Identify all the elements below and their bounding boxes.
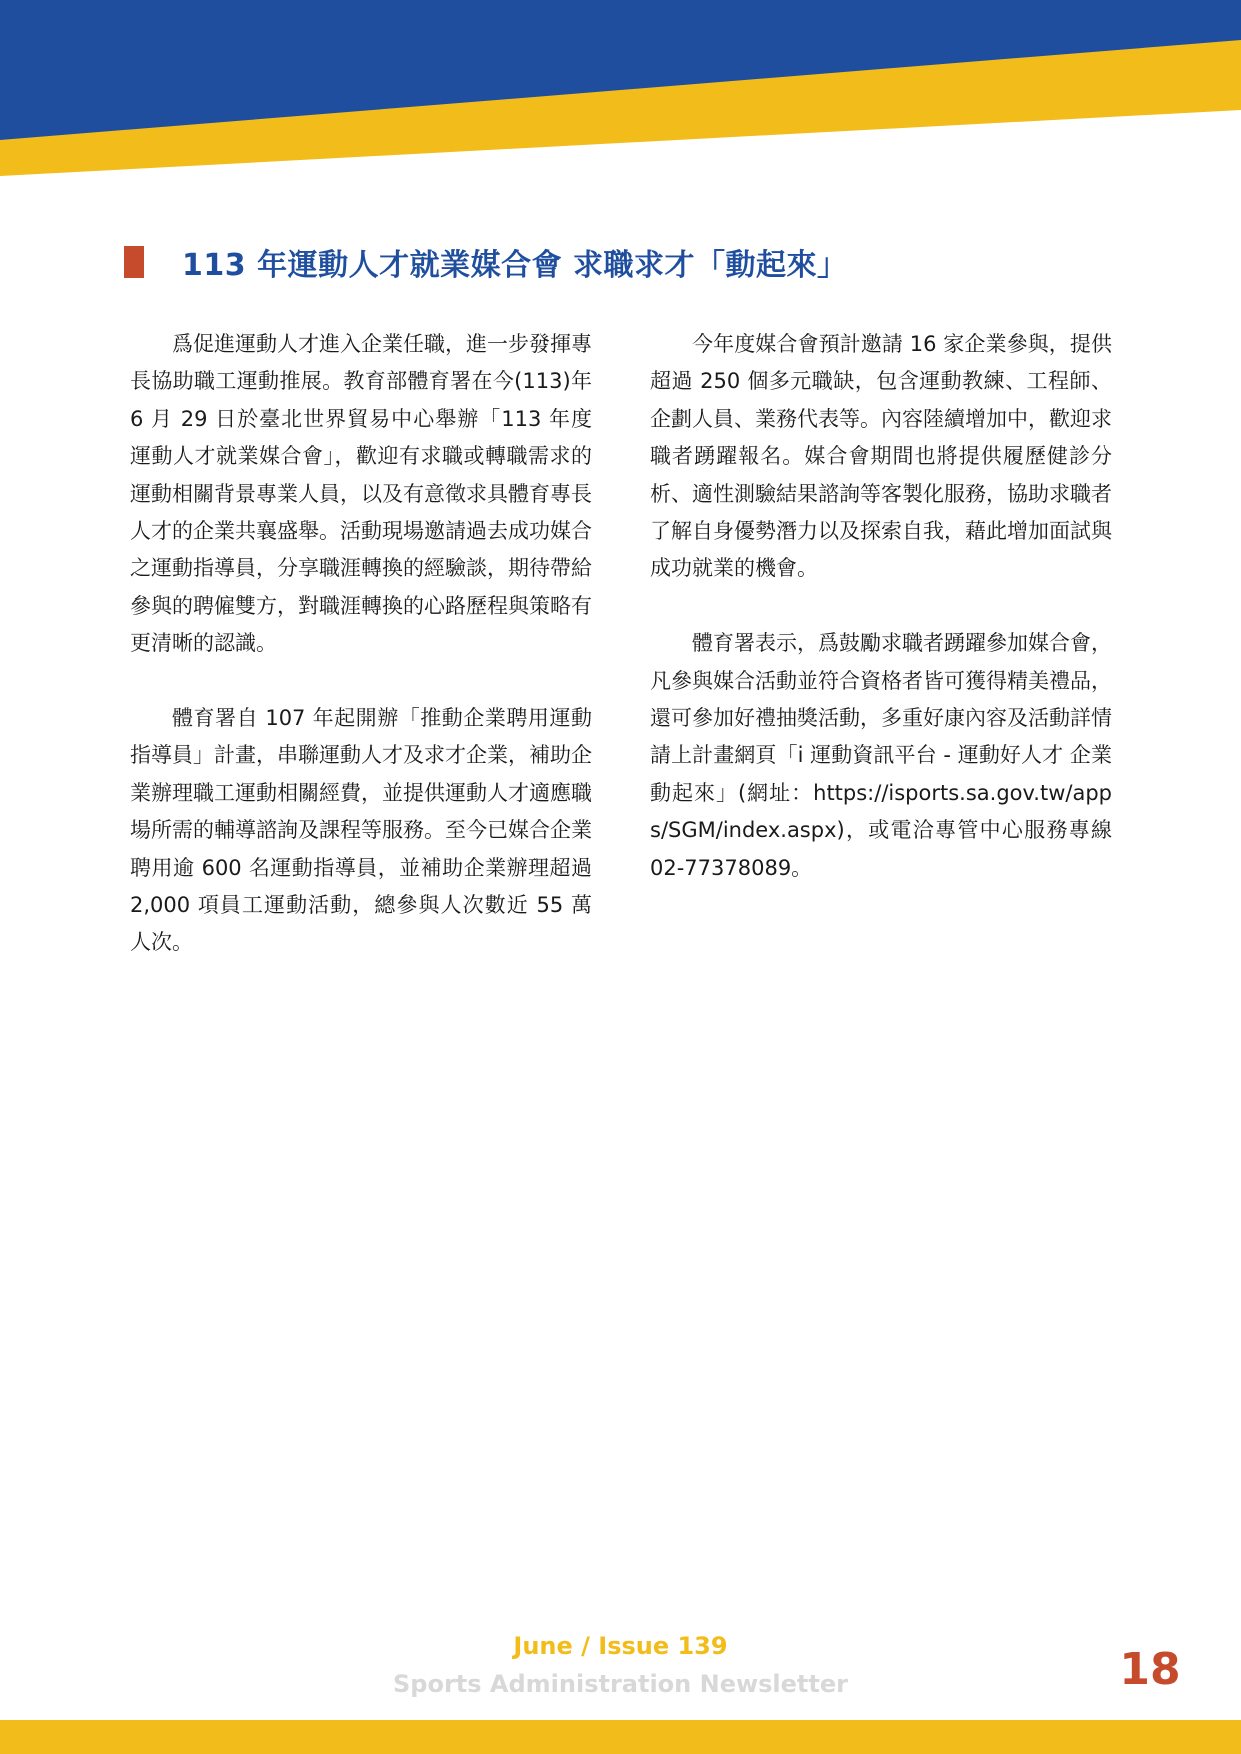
footer-issue: June / Issue 139 bbox=[513, 1632, 728, 1660]
paragraph: 體育署表示，爲鼓勵求職者踴躍參加媒合會，凡參與媒合活動並符合資格者皆可獲得精美禮品，還可參加好禮抽獎活動，多重好康內容及活動詳情請上計畫網頁「i 運動資訊平台 - 運動好人才 企業動起來」(網址：https://isports.sa.gov.tw/apps/SGM/index.aspx)，或電洽專管中心服務專線 02-77378089。 bbox=[650, 631, 1112, 880]
right-column bbox=[650, 326, 1112, 924]
footer-bar bbox=[0, 1720, 1241, 1754]
paragraph: 爲促進運動人才進入企業任職，進一步發揮專長協助職工運動推展。教育部體育署在今(113)年 6 月 29 日於臺北世界貿易中心舉辦「113 年度運動人才就業媒合會」，歡迎有求職或轉職需求的運動相關背景專業人員，以及有意徵求具體育專長人才的企業共襄盛舉。活動現場邀請過去成功媒合之運動指導員，分享職涯轉換的經驗談，期待帶給參與的聘僱雙方，對職涯轉換的心路歷程與策略有更清晰的認識。 bbox=[130, 332, 592, 656]
header-banner bbox=[0, 0, 1241, 180]
paragraph: 體育署自 107 年起開辦「推動企業聘用運動指導員」計畫，串聯運動人才及求才企業，補助企業辦理職工運動相關經費，並提供運動人才適應職場所需的輔導諮詢及課程等服務。至今已媒合企業聘用逾 600 名運動指導員，並補助企業辦理超過 2,000 項員工運動活動，總參與人次數近 55 萬人次。 bbox=[130, 706, 592, 955]
article-title: 113 年運動人才就業媒合會 求職求才「動起來」 bbox=[182, 248, 848, 283]
paragraph: 今年度媒合會預計邀請 16 家企業參與，提供超過 250 個多元職缺，包含運動教練、工程師、企劃人員、業務代表等。內容陸續增加中，歡迎求職者踴躍報名。媒合會期間也將提供履歷健診分析、適性測驗結果諮詢等客製化服務，協助求職者了解自身優勢潛力以及探索自我，藉此增加面試與成功就業的機會。 bbox=[650, 332, 1112, 581]
footer-publication: Sports Administration Newsletter bbox=[392, 1670, 848, 1698]
section-title bbox=[124, 240, 1124, 284]
title-marker bbox=[124, 246, 144, 278]
left-column bbox=[130, 326, 592, 999]
page-number: 18 bbox=[1119, 1644, 1181, 1695]
